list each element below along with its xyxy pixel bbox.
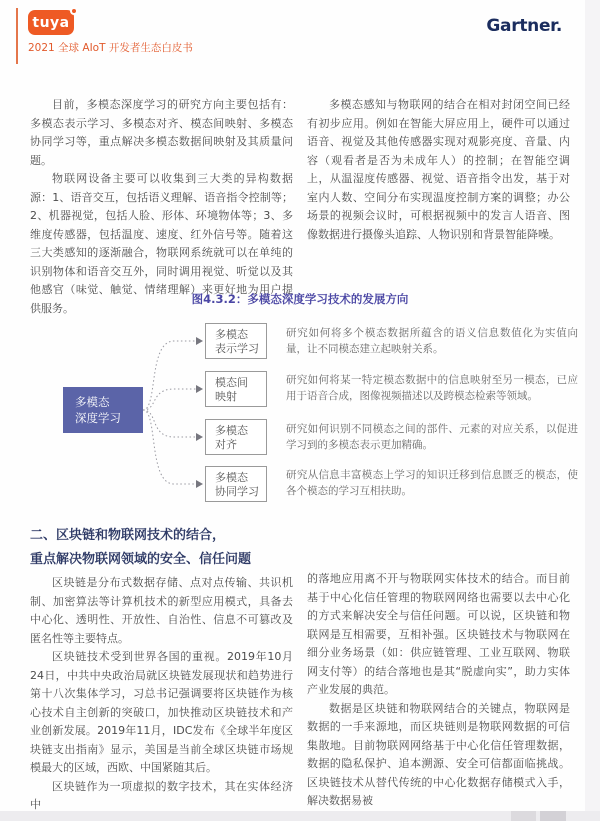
scrollbar-tab[interactable] bbox=[540, 811, 566, 821]
figure-connector-arrows bbox=[140, 318, 210, 508]
bottom-left-column bbox=[30, 574, 293, 815]
figure-branch-desc: 研究从信息丰富模态上学习的知识迁移到信息匮乏的模态，使各个模态的学习互相扶助。 bbox=[286, 469, 578, 497]
root-label-line1: 多模态 bbox=[75, 395, 110, 409]
header-accent-line bbox=[16, 8, 18, 64]
paragraph: 的落地应用离不开与物联网实体技术的结合。而目前基于中心化信任管理的物联网网络也需要以去中心化的方式来解决安全与信任问题。可以说，区块链和物联网是互相需要，互相补强。区块链技术与物联网在细分业务场景（如：供应链管理、工业互联网、物联网支付等）的结合落地也是其“脱虚向实”，助力实体产业发展的典范。 bbox=[307, 572, 570, 696]
gartner-logo: Gartner. bbox=[486, 16, 562, 36]
figure-title: 图4.3.2：多模态深度学习技术的发展方向 bbox=[191, 292, 409, 306]
section-heading-line2: 重点解决物联网领域的安全、信任问题 bbox=[30, 552, 252, 567]
tuya-logo-ring-icon bbox=[70, 7, 78, 15]
paragraph: 数据是区块链和物联网结合的关键点，物联网是数据的一手来源地，而区块链则是物联网数据的可信集散地。目前物联网网络基于中心化信任管理数据，数据的隐私保护、追本溯源、安全可信都面临挑战。区块链技术从替代传统的中心化数据存储模式入手，解决数据易被 bbox=[307, 701, 570, 807]
figure-root-node bbox=[63, 387, 143, 433]
figure-branch-desc: 研究如何将某一特定模态数据中的信息映射至另一模态，已应用于语音合成，图像视频描述以及跨模态检索等领域。 bbox=[286, 374, 578, 402]
branch-label-line: 多模态 bbox=[215, 470, 248, 484]
branch-label-line: 对齐 bbox=[215, 438, 237, 451]
paragraph: 目前，多模态深度学习的研究方向主要包括有：多模态表示学习、多模态对齐、模态间映射、多模态协同学习等，重点解决多模态数据间映射及其质量问题。 bbox=[30, 98, 293, 167]
page-right-edge bbox=[585, 0, 600, 821]
branch-label-line: 协同学习 bbox=[215, 485, 259, 498]
page-bottom-edge bbox=[0, 811, 600, 821]
root-label-line2: 深度学习 bbox=[75, 411, 121, 425]
bottom-right-column bbox=[307, 570, 570, 811]
branch-label-line: 多模态 bbox=[215, 327, 248, 341]
branch-label-line: 多模态 bbox=[215, 423, 248, 437]
section-heading bbox=[30, 524, 310, 572]
figure-branch-box bbox=[205, 371, 267, 407]
branch-label-line: 映射 bbox=[215, 390, 237, 403]
paragraph: 多模态感知与物联网的结合在相对封闭空间已经有初步应用。例如在智能大屏应用上，硬件可以通过语音、视觉及其他传感器实现对观影亮度、音量、内容（观看者是否为未成年人）的控制；在智能空调上，从温湿度传感器、视觉、语音指令出发，基于对室内人数、空间分布实现温度控制方案的调整；办公场景的视频会议时，可根据视频中的发言人语音、图像数据进行摄像头追踪、人物识别和背景智能降噪。 bbox=[307, 98, 570, 241]
top-right-column bbox=[307, 96, 570, 244]
arrowhead-icon bbox=[196, 337, 203, 488]
section-heading-line1: 二、区块链和物联网技术的结合， bbox=[30, 528, 226, 543]
paragraph: 区块链技术受到世界各国的重视。2019年10月24日，中共中央政治局就区块链发展现状和趋势进行第十八次集体学习，习总书记强调要将区块链作为核心技术自主创新的突破口，加快推动区块链技术和产业创新发展。2019年11月，IDC发布《全球半年度区块链支出指南》显示，美国是当前全球区块链市场规模最大的区域，西欧、中国紧随其后。 bbox=[30, 650, 293, 774]
tuya-logo-text: tuya bbox=[32, 14, 70, 31]
whitepaper-subtitle: 2021 全球 AIoT 开发者生态白皮书 bbox=[28, 42, 193, 54]
branch-label-line: 模态间 bbox=[215, 375, 248, 389]
top-left-column bbox=[30, 96, 293, 318]
branch-label-line: 表示学习 bbox=[215, 342, 259, 355]
figure-branch-desc: 研究如何将多个模态数据所蕴含的语义信息数值化为实值向量，让不同模态建立起映射关系。 bbox=[286, 327, 578, 355]
figure-branch-box bbox=[205, 323, 267, 359]
tuya-logo bbox=[28, 10, 74, 35]
paragraph: 区块链是分布式数据存储、点对点传输、共识机制、加密算法等计算机技术的新型应用模式，具备去中心化、透明性、开放性、自治性、信息不可篡改及匿名性等主要特点。 bbox=[30, 576, 293, 645]
figure-branch-box bbox=[205, 466, 267, 502]
scrollbar-tab[interactable] bbox=[511, 811, 536, 821]
paragraph: 区块链作为一项虚拟的数字技术，其在实体经济中 bbox=[30, 779, 293, 811]
paragraph: 物联网设备主要可以收集到三大类的异构数据源：1、语音交互，包括语义理解、语音指令控制等；2、机器视觉，包括人脸、形体、环境物体等；3、多维度传感器，包括温度、速度、红外信号等。随着这三大类感知的逐渐融合，物联网系统就可以在单纯的识别物体和语音交互外，同时调用视觉、听觉以及其他感官（味觉、触觉、情绪理解）来更好地为用户提供服务。 bbox=[30, 172, 293, 315]
figure-branch-desc: 研究如何识别不同模态之间的部件、元素的对应关系，以促进学习到的多模态表示更加精确。 bbox=[286, 423, 578, 451]
figure-branch-box bbox=[205, 419, 267, 455]
